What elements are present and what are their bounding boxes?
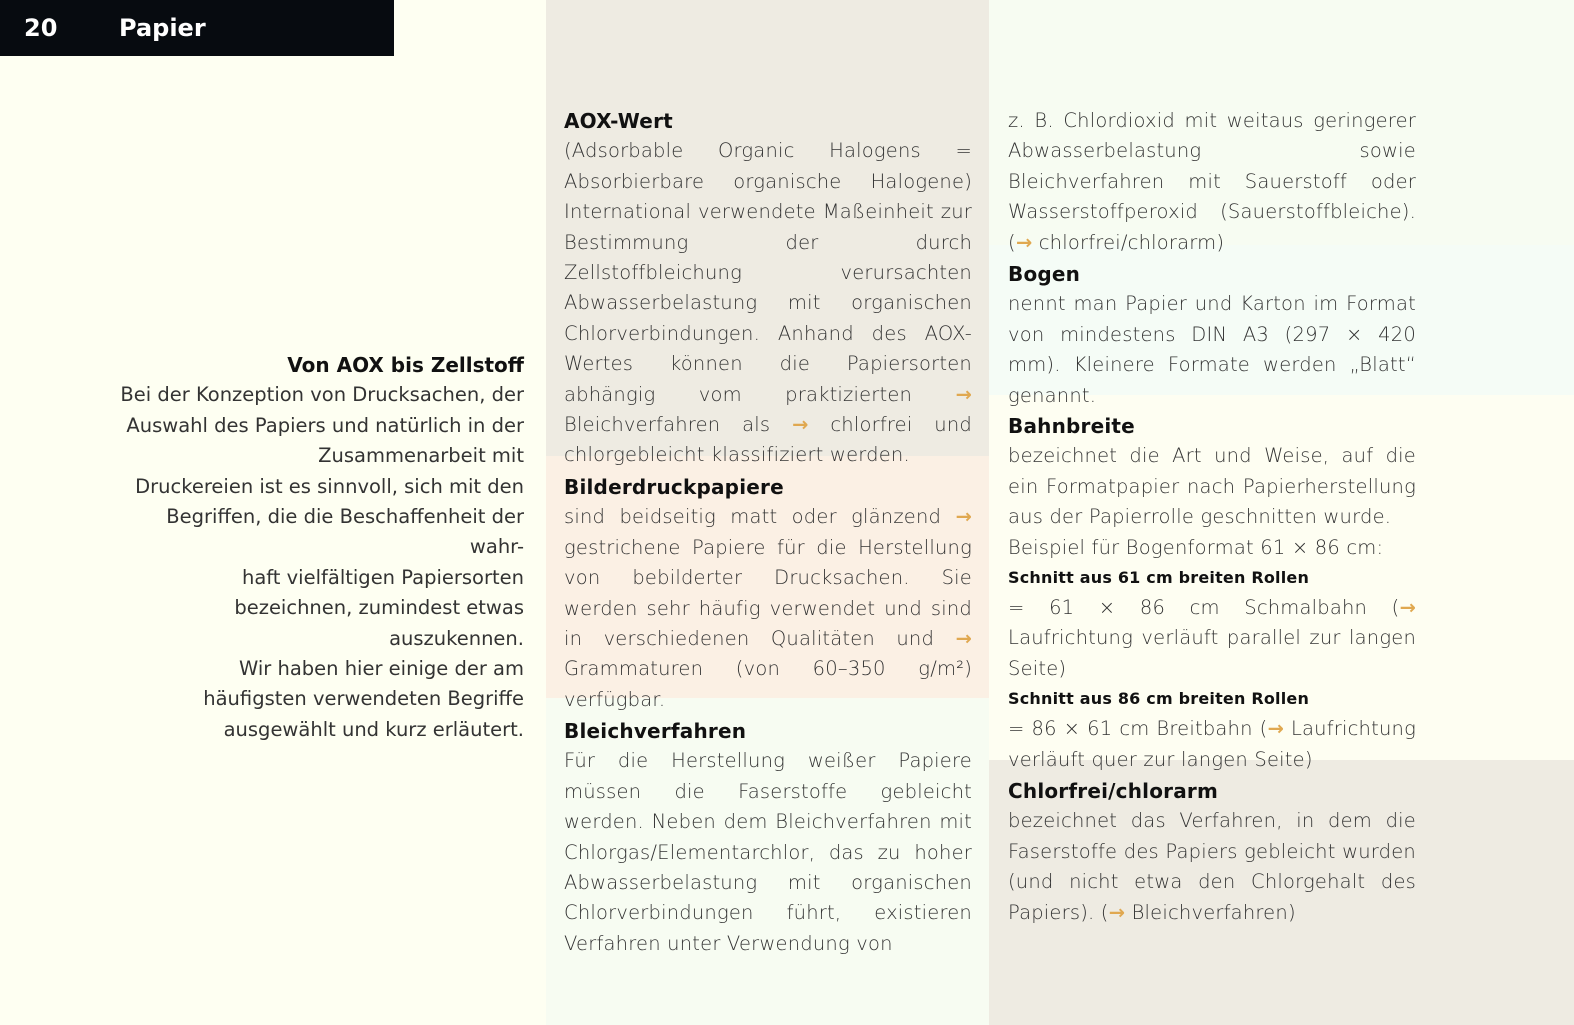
entry-body: nennt man Papier und Karton im Format von mindestens DIN A3 (297 × 420 mm). Kleinere Formate werden „Blatt“ genannt. [1008,292,1416,407]
cross-ref-link[interactable]: chlorfrei/chlorarm [1038,230,1217,254]
body-text: und chlorgebleicht klassifiziert werden. [564,413,972,467]
intro-section [110,350,524,745]
entry-bahnbreite [1008,411,1416,775]
cross-ref-link[interactable]: Bleichverfahren [564,413,721,437]
cross-ref-link[interactable]: chlorfrei [830,413,913,437]
body-text: als [720,413,793,437]
cross-ref-link[interactable]: Grammaturen [564,657,704,681]
intro-line: Druckereien ist es sinnvoll, sich mit den [135,474,524,498]
entry-body: Für die Herstellung weißer Papiere müssen die Faserstoffe gebleicht werden. Neben dem Bleichverfahren mit Chlorgas/Elementarchlor, das zu hoher Abwasserbelastung mit organischen Chlorverbindungen führt, existieren Verfahren unter Verwendung von [564,749,972,955]
entry-term: Chlorfrei/chlorarm [1008,779,1219,803]
entry-chlorfrei-chlorarm [1008,776,1416,928]
entry-aox-wert [564,106,972,471]
intro-title: Von AOX bis Zellstoff [287,353,524,377]
arrow-right-icon: → [955,627,972,651]
entry-body [564,502,972,715]
entry-body [1008,714,1416,775]
entry-body [1008,806,1416,928]
intro-line: ausgewählt und kurz erläutert. [223,717,524,741]
body-text: (von 60–350 g/m²) verfügbar. [564,657,972,711]
body-text: ) [1216,230,1225,254]
intro-line: Wir haben hier einige der am [238,657,524,681]
intro-line: auszukennen. [389,626,524,650]
body-text: (Adsorbable Organic Halogens = Absorbierbare organische Halogene) International verwendete Maßeinheit zur Bestimmung der durch Zellstoffbleichung verursachten Abwasserbelastung mit organischen Chlorverbindungen. Anhand des AOX-Wertes können die Papiersorten abhängig vom praktizierten [564,139,972,406]
entry-term: Bilderdruckpapiere [564,475,784,499]
intro-line: haft vielfältigen Papiersorten [241,565,524,589]
entry-term: Bleichverfahren [564,719,747,743]
entry-subheading: Schnitt aus 61 cm breiten Rollen [1008,568,1310,588]
body-text: Papiere für die Herstellung von bebilderter Drucksachen. Sie werden sehr häufig verwendet und sind in verschiedenen Qualitäten und [564,535,972,651]
cross-ref-link[interactable]: gestrichene [564,535,681,559]
intro-line: Bei der Konzeption von Drucksachen, der [120,383,524,407]
intro-line: häufigsten verwendeten Begriffe [203,687,524,711]
entry-body [1008,593,1416,684]
cross-ref-link[interactable]: Laufrichtung [1008,626,1134,650]
body-text: verläuft quer zur langen Seite) [1008,747,1313,771]
intro-line: bezeichnen, zumindest etwas [234,596,524,620]
entry-bogen [1008,259,1416,411]
arrow-right-icon: → [1267,717,1284,741]
entry-bleichverfahren-continued [1008,106,1416,258]
intro-line: Auswahl des Papiers und natürlich in der [126,413,524,437]
entry-term: AOX-Wert [564,109,673,133]
body-text: verläuft parallel zur langen Seite) [1008,626,1416,680]
cross-ref-link[interactable]: Bleichverfahren [1131,900,1288,924]
entry-body [564,136,972,470]
entry-term: Bogen [1008,262,1081,286]
page-title: Papier [119,14,206,42]
entry-subheading: Schnitt aus 86 cm breiten Rollen [1008,689,1310,709]
entry-bilderdruckpapiere [564,472,972,715]
body-text: bezeichnet das Verfahren, in dem die Faserstoffe des Papiers gebleicht wurden (und nicht etwa den Chlorgehalt des Papiers). ( [1008,809,1416,924]
arrow-right-icon: → [792,413,809,437]
body-text: z. B. Chlordioxid mit weitaus geringerer Abwasserbelastung sowie Bleichverfahren mit Sauerstoff oder Wasserstoffperoxid (Sauerstoffbleiche). ( [1008,109,1416,254]
cross-ref-link[interactable]: Laufrichtung [1290,717,1416,741]
intro-line: Zusammenarbeit mit [318,444,524,468]
entry-example: Beispiel für Bogenformat 61 × 86 cm: [1008,535,1384,559]
arrow-right-icon: → [955,505,972,529]
entry-term: Bahnbreite [1008,414,1135,438]
entry-body: bezeichnet die Art und Weise, auf die ein Formatpapier nach Papierherstellung aus der Papierrolle geschnitten wurde. [1008,444,1416,529]
entry-bleichverfahren [564,716,972,959]
arrow-right-icon: → [1108,900,1126,924]
intro-line: Begriffen, die die Beschaffenheit der wahr- [166,505,524,559]
page-number: 20 [24,14,58,42]
arrow-right-icon: → [1399,596,1416,620]
arrow-right-icon: → [1015,230,1033,254]
body-text: ) [1287,900,1296,924]
entry-body [1008,106,1416,258]
page-header [0,0,394,56]
body-text: sind beidseitig matt oder glänzend [564,505,956,529]
body-text: = 86 × 61 cm Breitbahn ( [1008,717,1268,741]
body-text: = 61 × 86 cm Schmalbahn ( [1008,596,1400,620]
arrow-right-icon: → [955,382,972,406]
